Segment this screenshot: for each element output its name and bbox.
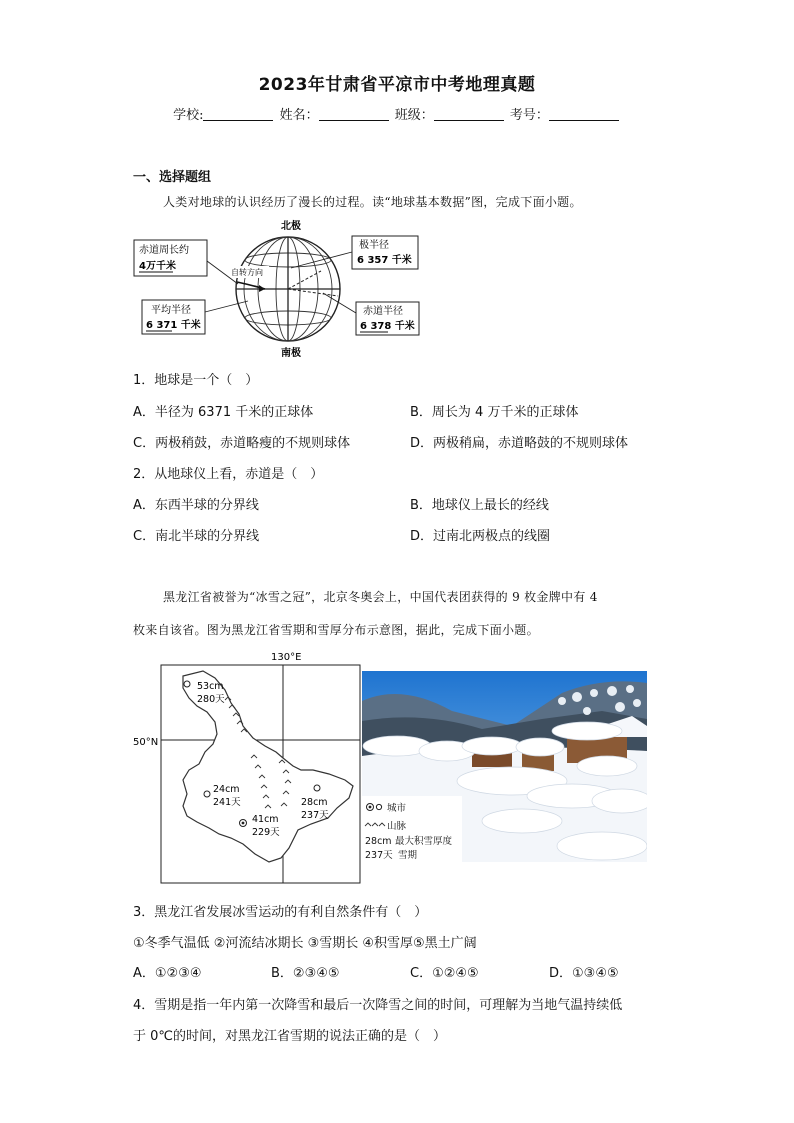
mean-radius-label: 平均半径 [151, 305, 191, 316]
name-label: 姓名： [279, 108, 319, 123]
question-4-stem-line1: 4．雪期是指一年内第一次降雪和最后一次降雪之间的时间，可理解为当地气温持续低 [133, 998, 623, 1013]
p4-days: 237天 [301, 810, 329, 821]
question-2-option-d[interactable]: D．过南北两极点的线圈 [410, 529, 551, 544]
legend-days-label: 雪期 [398, 850, 418, 861]
p2-depth: 24cm [213, 784, 240, 795]
rotation-label: 自转方向 [231, 268, 263, 277]
equator-radius-value: 6 378 千米 [360, 321, 415, 332]
section-heading: 一、选择题组 [133, 170, 212, 185]
intro-paragraph-1: 人类对地球的认识经历了漫长的过程。读“地球基本数据”图，完成下面小题。 [163, 195, 582, 209]
page-title: 2023年甘肃省平凉市中考地理真题 [258, 75, 536, 95]
intro-paragraph-2-line1: 黑龙江省被誉为“冰雪之冠”，北京冬奥会上，中国代表团获得的 9 枚金牌中有 4 [163, 590, 598, 604]
question-3-stem: 3．黑龙江省发展冰雪运动的有利自然条件有（ ） [133, 905, 428, 920]
globe-diagram [133, 216, 423, 361]
south-pole-label: 南极 [281, 348, 301, 359]
north-pole-label: 北极 [281, 221, 301, 232]
polar-radius-value: 6 357 千米 [357, 255, 412, 266]
question-1-option-d[interactable]: D．两极稍扁，赤道略鼓的不规则球体 [410, 436, 629, 451]
question-1-option-c[interactable]: C．两极稍鼓，赤道略瘦的不规则球体 [133, 436, 351, 451]
legend-example-depth: 28cm [365, 836, 392, 847]
question-2-option-a[interactable]: A．东西半球的分界线 [133, 498, 259, 513]
question-1-option-b[interactable]: B．周长为 4 万千米的正球体 [410, 405, 579, 420]
p1-days: 280天 [197, 694, 225, 705]
question-2-option-b[interactable]: B．地球仪上最长的经线 [410, 498, 549, 513]
snow-village-photo [362, 671, 647, 862]
legend-city-label: 城市 [387, 803, 407, 814]
city-point-2 [204, 791, 210, 797]
city-point-1 [184, 681, 190, 687]
question-3-option-a[interactable]: A．①②③④ [133, 966, 202, 981]
class-blank[interactable] [434, 108, 504, 121]
question-3-option-c[interactable]: C．①②④⑤ [410, 966, 479, 981]
longitude-label: 130°E [271, 652, 302, 663]
legend-mountain-label: 山脉 [387, 821, 407, 832]
question-2-stem: 2．从地球仪上看，赤道是（ ） [133, 467, 324, 482]
equator-radius-label: 赤道半径 [363, 306, 403, 317]
legend-example-days: 237天 [365, 850, 393, 861]
class-label: 班级： [394, 108, 434, 123]
p3-depth: 41cm [252, 814, 279, 825]
question-1-option-a[interactable]: A．半径为 6371 千米的正球体 [133, 405, 314, 420]
polar-radius-label: 极半径 [359, 240, 389, 251]
p4-depth: 28cm [301, 797, 328, 808]
latitude-label: 50°N [133, 737, 159, 748]
name-blank[interactable] [319, 108, 389, 121]
mean-radius-value: 6 371 千米 [146, 320, 201, 331]
question-4-stem-line2: 于 0℃的时间，对黑龙江省雪期的说法正确的是（ ） [133, 1029, 447, 1044]
question-3-option-b[interactable]: B．②③④⑤ [271, 966, 340, 981]
student-info-line [0, 104, 794, 123]
school-blank[interactable] [203, 108, 273, 121]
heilongjiang-snow-map [133, 648, 363, 886]
school-label: 学校: [173, 108, 204, 123]
p1-depth: 53cm [197, 681, 224, 692]
legend-city-icon [376, 804, 381, 809]
equator-circumference-label: 赤道周长约 [139, 245, 189, 256]
question-1-stem: 1．地球是一个（ ） [133, 373, 259, 388]
p3-days: 229天 [252, 827, 280, 838]
question-3-option-d[interactable]: D．①③④⑤ [549, 966, 619, 981]
equator-circumference-value: 4万千米 [139, 261, 176, 272]
intro-paragraph-2-line2: 枚来自该省。图为黑龙江省雪期和雪厚分布示意图，据此，完成下面小题。 [133, 623, 539, 637]
p2-days: 241天 [213, 797, 241, 808]
exam-no-label: 考号： [509, 108, 549, 123]
legend-depth-label: 最大积雪厚度 [395, 836, 453, 847]
exam-no-blank[interactable] [549, 108, 619, 121]
question-2-option-c[interactable]: C．南北半球的分界线 [133, 529, 260, 544]
question-3-items: ①冬季气温低 ②河流结冰期长 ③雪期长 ④积雪厚⑤黑土广阔 [133, 936, 477, 951]
city-point-4 [314, 785, 320, 791]
